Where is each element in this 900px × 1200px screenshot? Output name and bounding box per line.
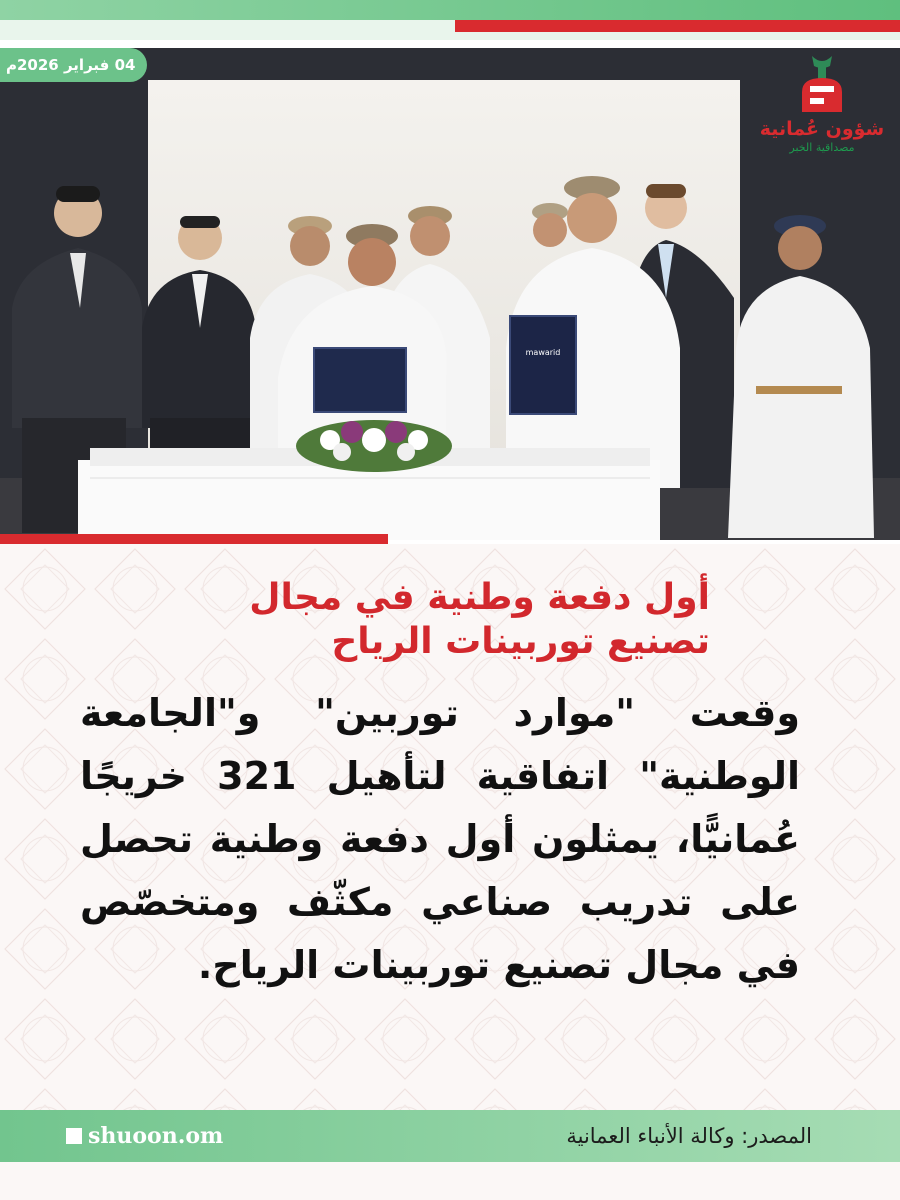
headline-line-1: أول دفعة وطنية في مجال — [249, 577, 710, 618]
bottom-strip — [0, 1162, 900, 1200]
article-text-area — [0, 544, 900, 1110]
source-credit: المصدر: وكالة الأنباء العمانية — [566, 1124, 812, 1148]
shuoon-logo — [752, 52, 892, 172]
headline — [150, 576, 710, 664]
top-green-bar — [0, 0, 900, 20]
headline-line-2: تصنيع توربينات الرياح — [331, 621, 710, 662]
signing-table — [78, 460, 660, 540]
red-divider-bar — [0, 534, 388, 544]
site-link[interactable] — [66, 1119, 223, 1153]
logo-emblem-icon — [792, 52, 852, 118]
top-red-bar — [455, 20, 900, 32]
flower-arrangement — [296, 420, 452, 472]
folder-right-label: mawarid — [525, 348, 561, 357]
person-5 — [532, 203, 568, 247]
square-icon — [66, 1128, 82, 1144]
logo-tagline: مصداقية الخبر — [789, 141, 855, 154]
article-body: وقعت "موارد توربين" و"الجامعة الوطنية" اتفاقية لتأهيل 321 خريجًا عُمانيًّا، يمثلون أول دفعة وطنية تحصل على تدريب صناعي مكثّف ومتخصّص في مجال تصنيع توربينات الرياح. — [80, 691, 800, 987]
date-badge: 04 فبراير 2026م — [0, 48, 147, 82]
logo-name: شؤون عُمانية — [759, 118, 885, 140]
site-name: shuoon.om — [88, 1123, 224, 1149]
